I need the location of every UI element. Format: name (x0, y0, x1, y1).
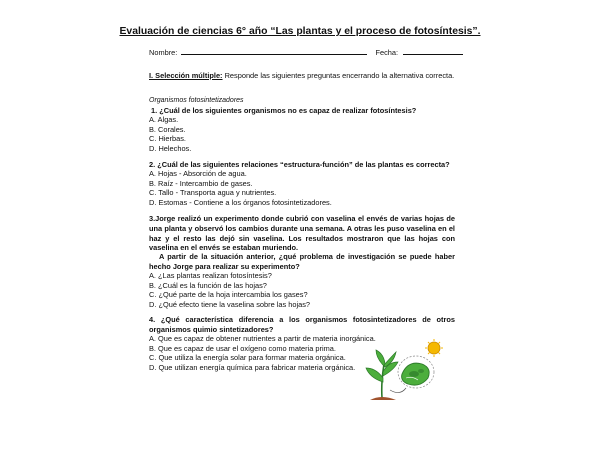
option[interactable]: B. Corales. (149, 124, 186, 134)
option[interactable]: C. Hierbas. (149, 134, 186, 144)
name-field[interactable] (181, 47, 367, 55)
section-subtitle: Organismos fotosintetizadores (149, 97, 244, 104)
question-4-options (149, 334, 376, 373)
name-label: Nombre: (149, 48, 178, 57)
plant-photosynthesis-illustration (364, 338, 448, 406)
option[interactable]: A. Que es capaz de obtener nutrientes a partir de materia inorgánica. (149, 334, 376, 343)
option[interactable]: D. Que utilizan energía química para fabricar materia orgánica. (149, 363, 356, 373)
name-date-row (149, 47, 463, 58)
question-3-options (149, 271, 310, 310)
option[interactable]: A. ¿Las plantas realizan fotosíntesis? (149, 271, 272, 280)
option[interactable]: B. Que es capaz de usar el oxígeno como materia prima. (149, 343, 336, 353)
option[interactable]: C. Tallo - Transporta agua y nutrientes. (149, 188, 277, 198)
option[interactable]: C. ¿Qué parte de la hoja intercambia los gases? (149, 290, 308, 300)
option[interactable]: B. Raíz - Intercambio de gases. (149, 178, 253, 188)
question-1-text: 1. ¿Cuál de los siguientes organismos no es capaz de realizar fotosíntesis? (151, 106, 417, 115)
question-2-options (149, 169, 332, 208)
question-4-text: 4. ¿Qué característica diferencia a los organismos fotosintetizadores de otros organismos quimio sintetizadores? (149, 315, 455, 334)
sun-icon (425, 339, 443, 357)
option[interactable]: C. Que utiliza la energía solar para formar materia orgánica. (149, 353, 346, 363)
option[interactable]: A. Hojas - Absorción de agua. (149, 169, 247, 178)
date-label: Fecha: (375, 48, 399, 57)
instructions (149, 71, 454, 81)
arrow-icon (390, 388, 406, 393)
chloroplast-icon (402, 363, 430, 385)
option[interactable]: A. Algas. (149, 115, 179, 124)
soil-icon (370, 397, 396, 400)
option[interactable]: B. ¿Cuál es la función de las hojas? (149, 280, 267, 290)
option[interactable]: D. Estomas - Contiene a los órganos fotosintetizadores. (149, 198, 332, 208)
question-1-options (149, 115, 191, 154)
page-title: Evaluación de ciencias 6° año “Las plantas y el proceso de fotosíntesis”. (119, 26, 481, 37)
instructions-label: I. Selección múltiple: (149, 71, 223, 80)
option[interactable]: D. Helechos. (149, 144, 192, 154)
option[interactable]: D. ¿Qué efecto tiene la vaselina sobre las hojas? (149, 300, 311, 310)
instructions-text: Responde las siguientes preguntas encerrando la alternativa correcta. (224, 71, 455, 80)
plant-icon (366, 350, 398, 398)
date-field[interactable] (403, 47, 463, 55)
question-3-text: 3.Jorge realizó un experimento donde cubrió con vaselina el envés de varias hojas de una planta y observó los cambios durante una semana. A otras les puso vaselina en el haz y el resto las dejó sin vaselina. Los resultados mostraron que las hojas con vaselina en el envés se estaban muriendo. (149, 214, 455, 253)
question-2-text: 2. ¿Cuál de las siguientes relaciones “estructura-función” de las plantas es correcta? (149, 160, 450, 169)
question-3-followup: A partir de la situación anterior, ¿qué problema de investigación se puede haber hecho Jorge para realizar su experimento? (149, 252, 455, 271)
